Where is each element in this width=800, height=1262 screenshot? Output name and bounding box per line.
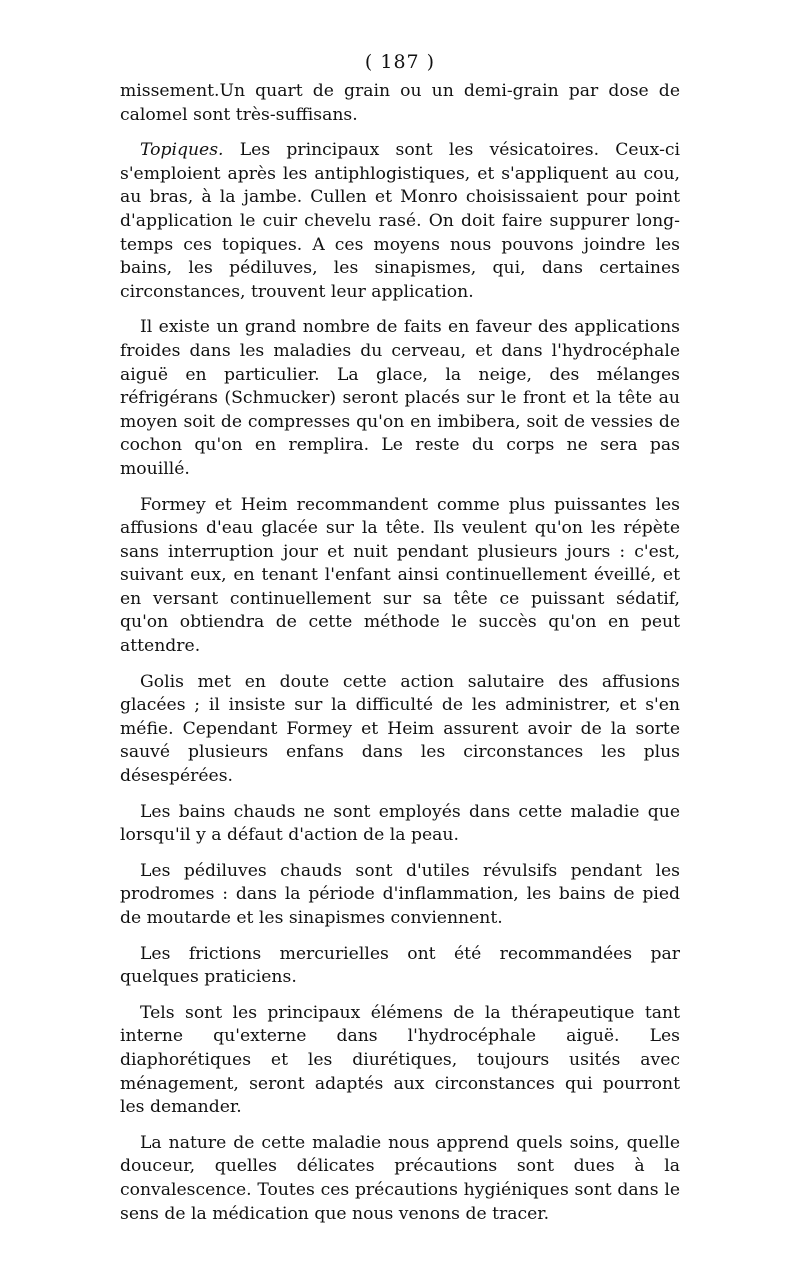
paragraph-8	[120, 943, 680, 990]
paragraph-6	[120, 801, 680, 848]
paragraph-5	[120, 671, 680, 789]
page-number: ( 187 )	[364, 51, 436, 73]
paragraph-6-text: Les bains chauds ne sont employés dans cette maladie que lorsqu'il y a défaut d'action de la peau.	[120, 801, 680, 846]
paragraph-10	[120, 1132, 680, 1226]
paragraph-9	[120, 1002, 680, 1120]
paragraph-9-text: Tels sont les principaux élémens de la thérapeutique tant interne qu'externe dans l'hydrocéphale aiguë. Les diaphorétiques et les diurétiques, toujours usités avec ménagement, seront adaptés aux circonstances qui pourront les demander.	[120, 1002, 680, 1118]
paragraph-8-text: Les frictions mercurielles ont été recommandées par quelques praticiens.	[120, 943, 680, 988]
paragraph-1-text: missement.Un quart de grain ou un demi-grain par dose de calomel sont très-suffisans.	[120, 81, 680, 125]
paragraph-7	[120, 860, 680, 931]
paragraph-2-lead: Topiques.	[140, 140, 224, 161]
paragraph-4-text: Formey et Heim recommandent comme plus puissantes les affusions d'eau glacée sur la tête. Ils veulent qu'on les répète sans interruption jour et nuit pendant plusieurs jours : c'est, suivant eux, en tenant l'enfant ainsi continuellement éveillé, et en versant continuellement sur sa tête ce puissant sédatif, qu'on obtiendra de cette méthode le succès qu'on en peut attendre.	[120, 494, 680, 657]
book-page	[120, 50, 680, 1238]
paragraph-4	[120, 494, 680, 659]
paragraph-10-text: La nature de cette maladie nous apprend quels soins, quelle douceur, quelles délicates précautions sont dues à la convalescence. Toutes ces précautions hygiéniques sont dans le sens de la médication que nous venons de tracer.	[120, 1132, 680, 1224]
paragraph-3-text: Il existe un grand nombre de faits en faveur des applications froides dans les maladies du cerveau, et dans l'hydrocéphale aiguë en particulier. La glace, la neige, des mélanges réfrigérans (Schmucker) seront placés sur le front et la tête au moyen soit de compresses qu'on en imbibera, soit de vessies de cochon qu'on en remplira. Le reste du corps ne sera pas mouillé.	[120, 317, 680, 479]
paragraph-7-text: Les pédiluves chauds sont d'utiles révulsifs pendant les prodromes : dans la période d'inflammation, les bains de pied de moutarde et les sinapismes conviennent.	[120, 860, 680, 928]
paragraph-2	[120, 139, 680, 304]
paragraph-1	[120, 80, 680, 127]
paragraph-3	[120, 316, 680, 481]
paragraph-5-text: Golis met en doute cette action salutaire des affusions glacées ; il insiste sur la difficulté de les administrer, et s'en méfie. Cependant Formey et Heim assurent avoir de la sorte sauvé plusieurs enfans dans les circonstances les plus désespérées.	[120, 671, 680, 787]
paragraph-2-text: Les principaux sont les vésicatoires. Ceux-ci s'emploient après les antiphlogistiques, et s'appliquent au cou, au bras, à la jambe. Cullen et Monro choisissaient pour point d'application le cuir chevelu rasé. On doit faire suppurer long-temps ces topiques. A ces moyens nous pouvons joindre les bains, les pédiluves, les sinapismes, qui, dans certaines circonstances, trouvent leur application.	[120, 140, 680, 302]
